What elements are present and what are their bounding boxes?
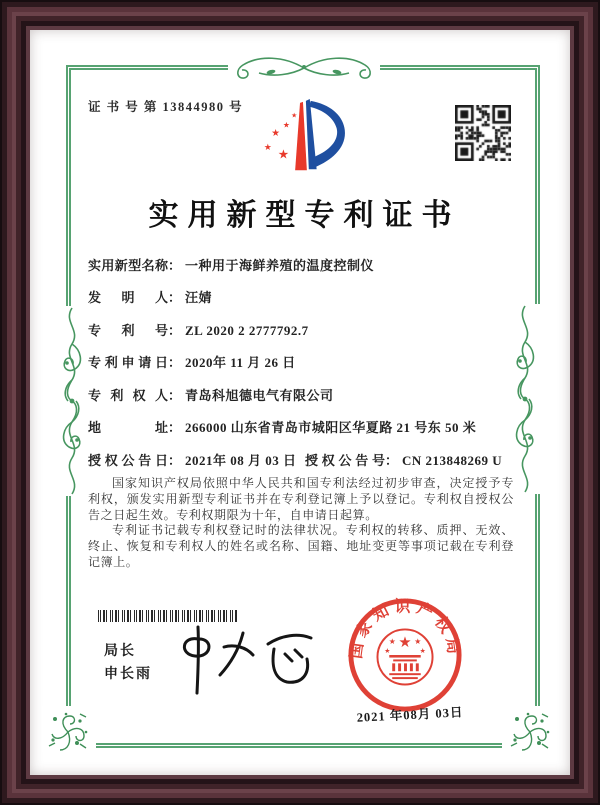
field-value: 2020年 11 月 26 日	[185, 355, 296, 370]
svg-text:★: ★	[263, 142, 272, 153]
field-row: 专利申请日： 2020年 11 月 26 日	[88, 352, 296, 371]
field-label: 授权公告日	[88, 453, 168, 468]
svg-text:★: ★	[282, 120, 290, 130]
seal-text: 国家知识产权局	[347, 598, 463, 660]
field-label: 专利申请日	[88, 355, 168, 370]
director-signature	[168, 623, 318, 706]
qr-code	[455, 105, 511, 161]
official-seal	[346, 596, 464, 719]
field-value: ZL 2020 2 2777792.7	[185, 323, 309, 338]
barcode	[98, 610, 238, 622]
bottom-right-floral-ornament	[508, 710, 552, 754]
svg-text:★: ★	[414, 637, 422, 647]
field-pair-2: 授权公告号： CN 213848269 U	[305, 450, 502, 469]
bottom-left-floral-ornament	[46, 710, 90, 754]
certificate-title: 实用新型专利证书	[148, 199, 461, 232]
field-value: CN 213848269 U	[402, 453, 503, 468]
field-label: 授权公告号	[305, 453, 385, 468]
field-value: 266000 山东省青岛市城阳区华夏路 21 号东 50 米	[185, 420, 477, 435]
left-vine-ornament	[55, 306, 89, 496]
certificate-number: 证 书 号 第 13844980 号	[88, 100, 244, 114]
svg-text:★: ★	[388, 637, 396, 647]
field-row: 地址： 266000 山东省青岛市城阳区华夏路 21 号东 50 米	[88, 417, 476, 436]
director-name: 申长雨	[104, 667, 152, 682]
field-value: 汪婧	[185, 290, 213, 305]
svg-text:★: ★	[277, 146, 290, 162]
field-label: 发明人	[88, 290, 168, 305]
field-row: 授权公告日： 2021年 08 月 03 日 授权公告号： CN 213848269 U	[88, 450, 518, 469]
svg-text:★: ★	[398, 634, 412, 652]
field-label: 专利权人	[88, 388, 168, 403]
field-value: 一种用于海鲜养殖的温度控制仪	[185, 258, 375, 273]
field-row: 专利权人： 青岛科旭德电气有限公司	[88, 385, 334, 404]
seal-national-emblem	[377, 629, 432, 684]
svg-text:★: ★	[384, 647, 391, 656]
field-label: 专利号	[88, 323, 168, 338]
svg-text:★: ★	[419, 647, 426, 656]
legal-text	[88, 476, 514, 571]
cnipa-logo	[254, 98, 348, 187]
svg-text:★: ★	[271, 128, 280, 140]
legal-paragraph-1: 国家知识产权局依照中华人民共和国专利法经过初步审查，决定授予专利权，颁发实用新型专利证书并在专利登记簿上予以登记。专利权自授权公告之日起生效。专利权期限为十年，自申请日起算。	[88, 476, 514, 522]
field-row: 发明人： 汪婧	[88, 287, 212, 306]
top-flourish-ornament	[229, 50, 379, 86]
legal-paragraph-2: 专利证书记载专利权登记时的法律状况。专利权的转移、质押、无效、终止、恢复和专利权人的姓名或名称、国籍、地址变更等事项记载在专利登记簿上。	[88, 523, 514, 569]
field-value: 2021年 08 月 03 日	[185, 453, 297, 468]
field-value: 青岛科旭德电气有限公司	[185, 388, 334, 403]
svg-text:★: ★	[291, 111, 298, 120]
field-label: 地址	[88, 420, 168, 435]
field-row: 实用新型名称： 一种用于海鲜养殖的温度控制仪	[88, 255, 374, 274]
seal-date: 2021 年08月 03日	[356, 705, 464, 725]
field-row: 专利号： ZL 2020 2 2777792.7	[88, 320, 309, 339]
field-label: 实用新型名称	[88, 258, 168, 273]
logo-stars	[264, 112, 297, 162]
logo-blue-bowl	[309, 101, 345, 167]
director-title: 局长	[104, 644, 136, 659]
